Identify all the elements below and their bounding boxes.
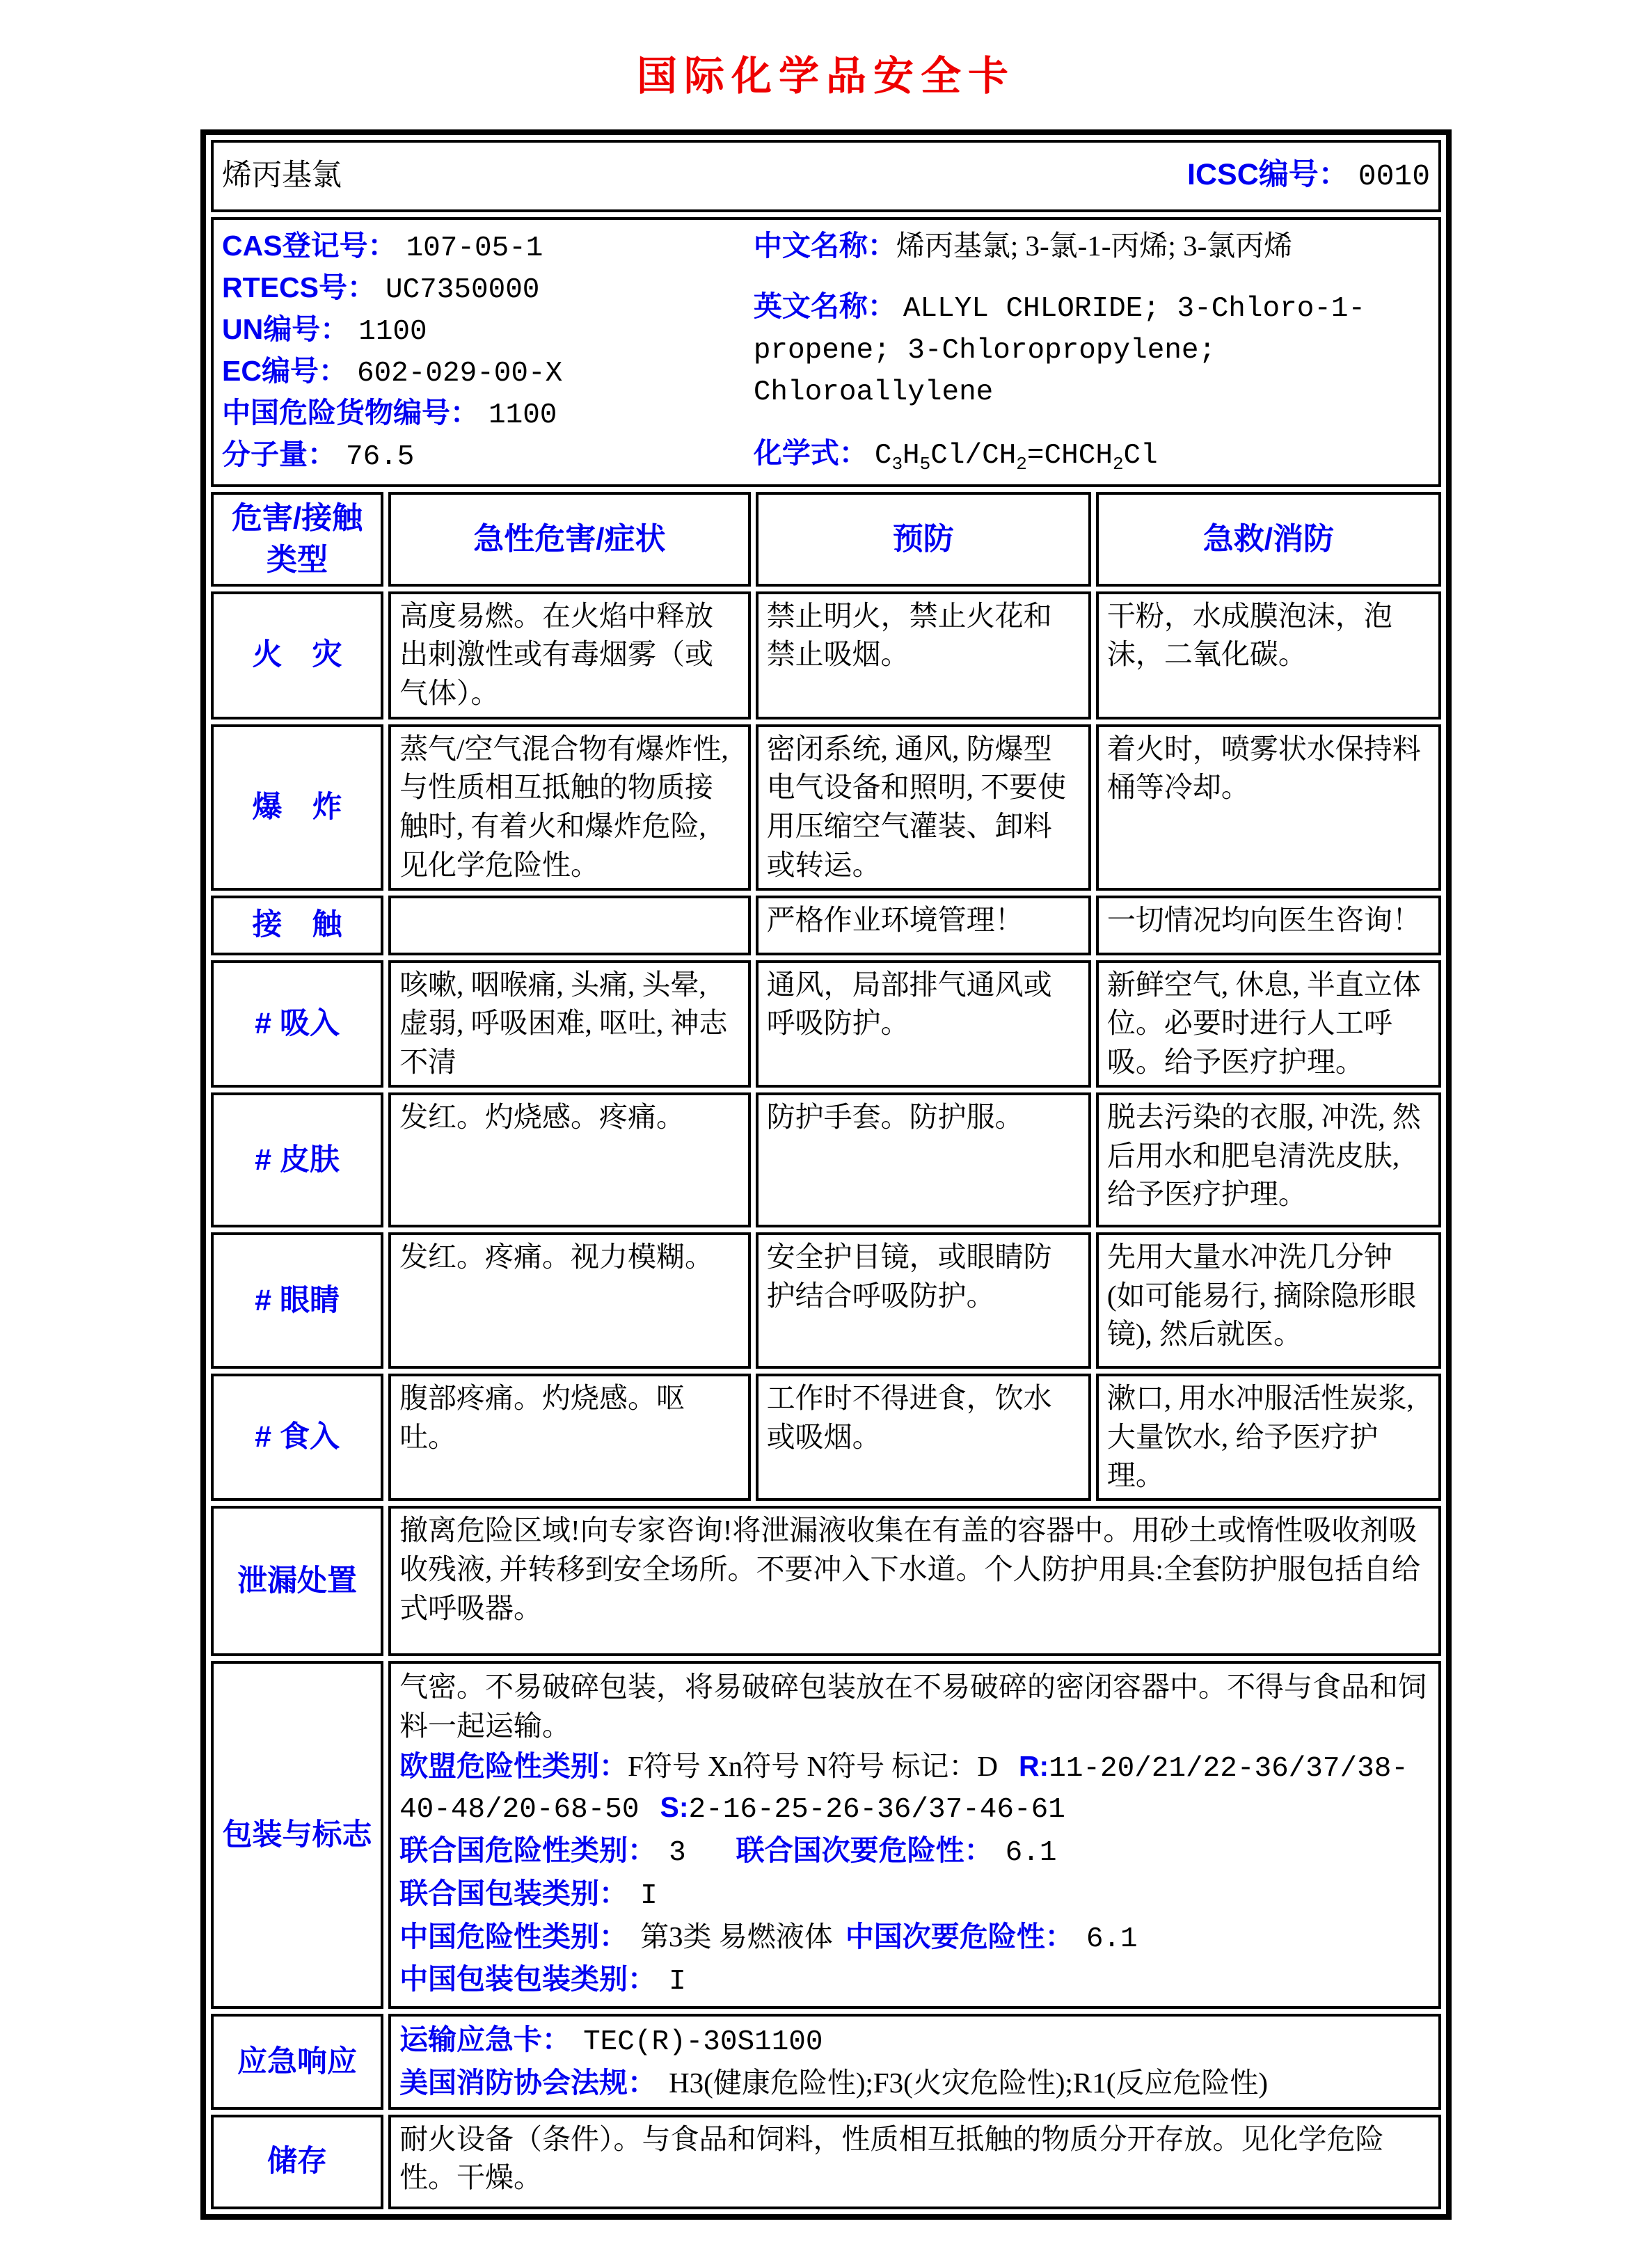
names-block [754, 223, 1430, 482]
header-acute-symptoms: 急性危害/症状 [388, 492, 751, 587]
eyes-firstaid-cell: 先用大量水冲洗几分钟(如可能易行, 摘除隐形眼镜), 然后就医。 [1096, 1232, 1441, 1369]
substance-header-row [211, 140, 1441, 212]
emergency-row-label: 应急响应 [211, 2014, 383, 2110]
chinese-name: 中文名称：烯丙基氯; 3-氯-1-丙烯; 3-氯丙烯 [753, 230, 1293, 262]
packaging-labelling-row [211, 1661, 1441, 2009]
ec-number: EC编号： 602-029-00-X [222, 355, 563, 390]
un-packing-group-line: 联合国包装类别： I [399, 1877, 658, 1912]
china-hazard-class-line: 中国危险性类别： 第3类 易燃液体 中国次要危险性： 6.1 [399, 1920, 1138, 1955]
ingestion-firstaid-cell: 漱口, 用水冲服活性炭浆, 大量饮水, 给予医疗护理。 [1096, 1374, 1441, 1501]
explosion-firstaid-cell: 着火时，喷雾状水保持料桶等冷却。 [1096, 724, 1441, 891]
spill-text-cell: 撤离危险区域!向专家咨询!将泄漏液收集在有盖的容器中。用砂土或惰性吸收剂吸收残液, 并转移到安全场所。不要冲入下水道。个人防护用具:全套防护服包括自给式呼吸器。 [388, 1506, 1441, 1656]
ingestion-prevention-cell: 工作时不得进食，饮水或吸烟。 [756, 1374, 1091, 1501]
storage-row [211, 2115, 1441, 2209]
fire-prevention-cell: 禁止明火，禁止火花和禁止吸烟。 [756, 591, 1091, 719]
fire-symptoms-cell: 高度易燃。在火焰中释放出刺激性或有毒烟雾（或气体）。 [388, 591, 751, 719]
hazard-table-header-row [211, 492, 1441, 587]
emergency-response-row [211, 2014, 1441, 2110]
hazard-row-inhalation [211, 960, 1441, 1088]
inhalation-row-label: # 吸入 [211, 960, 383, 1088]
identifiers-cell [211, 217, 1441, 487]
inhalation-prevention-cell: 通风，局部排气通风或呼吸防护。 [756, 960, 1091, 1088]
hazard-row-eyes [211, 1232, 1441, 1369]
packaging-row-label: 包装与标志 [211, 1661, 383, 2009]
inhalation-symptoms-cell: 咳嗽, 咽喉痛, 头痛, 头晕, 虚弱, 呼吸困难, 呕吐, 神志不清 [388, 960, 751, 1088]
skin-prevention-cell: 防护手套。防护服。 [756, 1092, 1091, 1227]
identifiers-row [211, 217, 1441, 487]
inhalation-firstaid-cell: 新鲜空气, 休息, 半直立体位。必要时进行人工呼吸。给予医疗护理。 [1096, 960, 1441, 1088]
emergency-text-cell [388, 2014, 1441, 2110]
eyes-symptoms-cell: 发红。疼痛。视力模糊。 [388, 1232, 751, 1369]
hazard-row-ingestion [211, 1374, 1441, 1501]
explosion-row-label: 爆 炸 [211, 724, 383, 891]
exposure-prevention-cell: 严格作业环境管理！ [756, 896, 1091, 955]
packaging-intro: 气密。不易破碎包装，将易破碎包装放在不易破碎的密闭容器中。不得与食品和饲料一起运输。 [399, 1671, 1427, 1742]
eyes-row-label: # 眼睛 [211, 1232, 383, 1369]
header-firstaid-firefighting: 急救/消防 [1096, 492, 1441, 587]
explosion-prevention-cell: 密闭系统, 通风, 防爆型电气设备和照明, 不要使用压缩空气灌装、卸料或转运。 [756, 724, 1091, 891]
exposure-firstaid-cell: 一切情况均向医生咨询！ [1096, 896, 1441, 955]
rtecs-number: RTECS号： UC7350000 [222, 271, 540, 307]
exposure-row-label: 接 触 [211, 896, 383, 955]
english-name: 英文名称： ALLYL CHLORIDE; 3-Chloro-1-propene; 3-Chloropropylene; Chloroallylene [753, 290, 1366, 408]
chemical-formula: 化学式： $C_3H_5Cl/CH_2=CHCH_2Cl$ [753, 437, 1158, 475]
china-packing-group-line: 中国包装包装类别： I [399, 1963, 686, 1998]
icsc-table [200, 129, 1452, 2220]
fire-row-label: 火 灾 [211, 591, 383, 719]
hazard-row-exposure [211, 896, 1441, 955]
substance-name: 烯丙基氯 [222, 159, 342, 192]
transport-emergency-card-line: 运输应急卡： TEC(R)-30S1100 [399, 2024, 823, 2059]
ingestion-symptoms-cell: 腹部疼痛。灼烧感。呕吐。 [388, 1374, 751, 1501]
storage-row-label: 储存 [211, 2115, 383, 2209]
hazard-row-fire [211, 591, 1441, 719]
ingestion-row-label: # 食入 [211, 1374, 383, 1501]
skin-row-label: # 皮肤 [211, 1092, 383, 1227]
eyes-prevention-cell: 安全护目镜，或眼睛防护结合呼吸防护。 [756, 1232, 1091, 1369]
china-dangerous-goods-number: 中国危险货物编号： 1100 [222, 397, 557, 432]
page-title: 国际化学品安全卡 [636, 54, 1015, 99]
hazard-row-skin [211, 1092, 1441, 1227]
packaging-text-cell [388, 1661, 1441, 2009]
header-prevention: 预防 [756, 492, 1091, 587]
exposure-symptoms-cell [388, 896, 751, 955]
un-number: UN编号： 1100 [222, 313, 427, 349]
un-hazard-class-line: 联合国危险性类别： 3 联合国次要危险性： 6.1 [399, 1834, 1057, 1870]
spill-disposal-row [211, 1506, 1441, 1656]
explosion-symptoms-cell: 蒸气/空气混合物有爆炸性, 与性质相互抵触的物质接触时, 有着火和爆炸危险, 见化学危险性。 [388, 724, 751, 891]
icsc-number-value: 0010 [1358, 159, 1430, 194]
eu-hazard-class-line: 欧盟危险性类别：F符号 Xn符号 N符号 标记：D R:11-20/21/22-36/37/38-40-48/20-68-50 S:2-16-25-26-36/37-46-61 [399, 1749, 1408, 1827]
storage-text-cell: 耐火设备（条件）。与食品和饲料，性质相互抵触的物质分开存放。见化学危险性。干燥。 [388, 2115, 1441, 2209]
spill-row-label: 泄漏处置 [211, 1506, 383, 1656]
header-hazard-type: 危害/接触类型 [211, 492, 383, 587]
fire-firstaid-cell: 干粉，水成膜泡沫，泡沫，二氧化碳。 [1096, 591, 1441, 719]
nfpa-code-line: 美国消防协会法规： H3(健康危险性);F3(火灾危险性);R1(反应危险性) [399, 2066, 1269, 2099]
molecular-weight: 分子量： 76.5 [222, 438, 415, 474]
cas-number: CAS登记号： 107-05-1 [222, 230, 543, 264]
substance-header-cell [211, 140, 1441, 212]
icsc-number-label: ICSC编号： [1187, 158, 1349, 192]
hazard-row-explosion [211, 724, 1441, 891]
skin-firstaid-cell: 脱去污染的衣服, 冲洗, 然后用水和肥皂清洗皮肤, 给予医疗护理。 [1096, 1092, 1441, 1227]
icsc-number [1187, 154, 1430, 197]
registry-numbers-block [222, 223, 754, 482]
skin-symptoms-cell: 发红。灼烧感。疼痛。 [388, 1092, 751, 1227]
